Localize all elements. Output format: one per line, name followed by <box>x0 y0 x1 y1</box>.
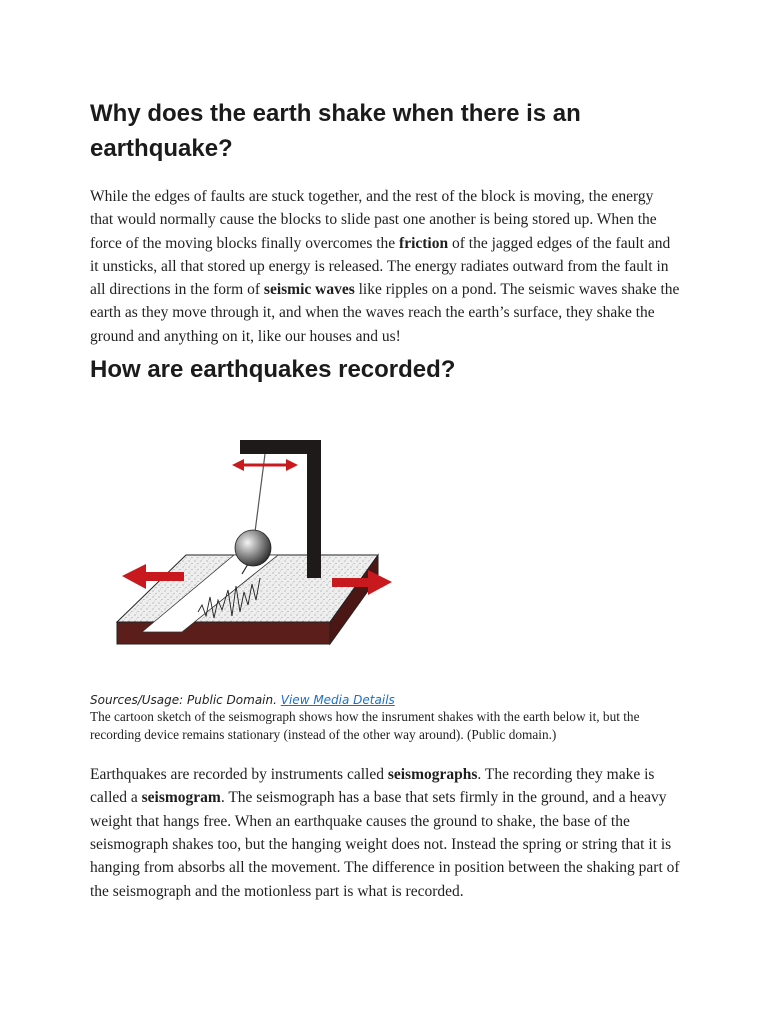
source-label: Sources/Usage: Public Domain. <box>90 693 277 708</box>
text-run: While the edges of faults are stuck together, and the rest of the block is moving, the energy that would normally cause the blocks to slide past one another is being stored up. When the force of the moving blocks finally overcomes the <box>90 188 657 252</box>
heading-why-earth-shakes: Why does the earth shake when there is an earthquake? <box>90 100 581 162</box>
bold-term: friction <box>399 234 449 252</box>
figure-caption: The cartoon sketch of the seismograph shows how the insrument shakes with the earth below it, but the recording device remains stationary (instead of the other way around). (Public domain.) <box>90 709 640 743</box>
paragraph-earth-shake <box>90 185 680 348</box>
article <box>90 96 680 903</box>
text-run: Earthquakes are recorded by instruments called <box>90 766 388 784</box>
bold-term: seismogram <box>141 789 221 807</box>
bold-term: seismic waves <box>263 281 355 299</box>
view-media-details-link[interactable]: View Media Details <box>280 693 395 708</box>
paragraph-seismographs <box>90 763 680 903</box>
seismograph-figure <box>110 422 410 662</box>
text-run: of the jagged edges of the fault and it unsticks, all that stored up energy is released. The energy radiates outward from the fault in all directions in the form of <box>90 234 671 299</box>
seismograph-icon <box>110 422 410 662</box>
text-run: . The seismograph has a base that sets firmly in the ground, and a heavy weight that hangs free. When an earthquake causes the ground to shake, the base of the seismograph shakes too, but the hanging weight does not. Instead the spring or string that it is hanging from absorbs all the movement. The difference in position between the shaking part of the seismograph and the motionless part is what is recorded. <box>90 789 680 900</box>
heading-how-recorded: How are earthquakes recorded? <box>90 356 456 384</box>
bold-term: seismographs <box>387 766 478 784</box>
text-run: . The recording they make is called a <box>90 766 655 807</box>
text-run: like ripples on a pond. The seismic waves shake the earth as they move through it, and when the waves reach the earth’s surface, they shake the ground and anything on it, like our houses and us! <box>90 281 680 345</box>
source-line <box>90 692 680 708</box>
